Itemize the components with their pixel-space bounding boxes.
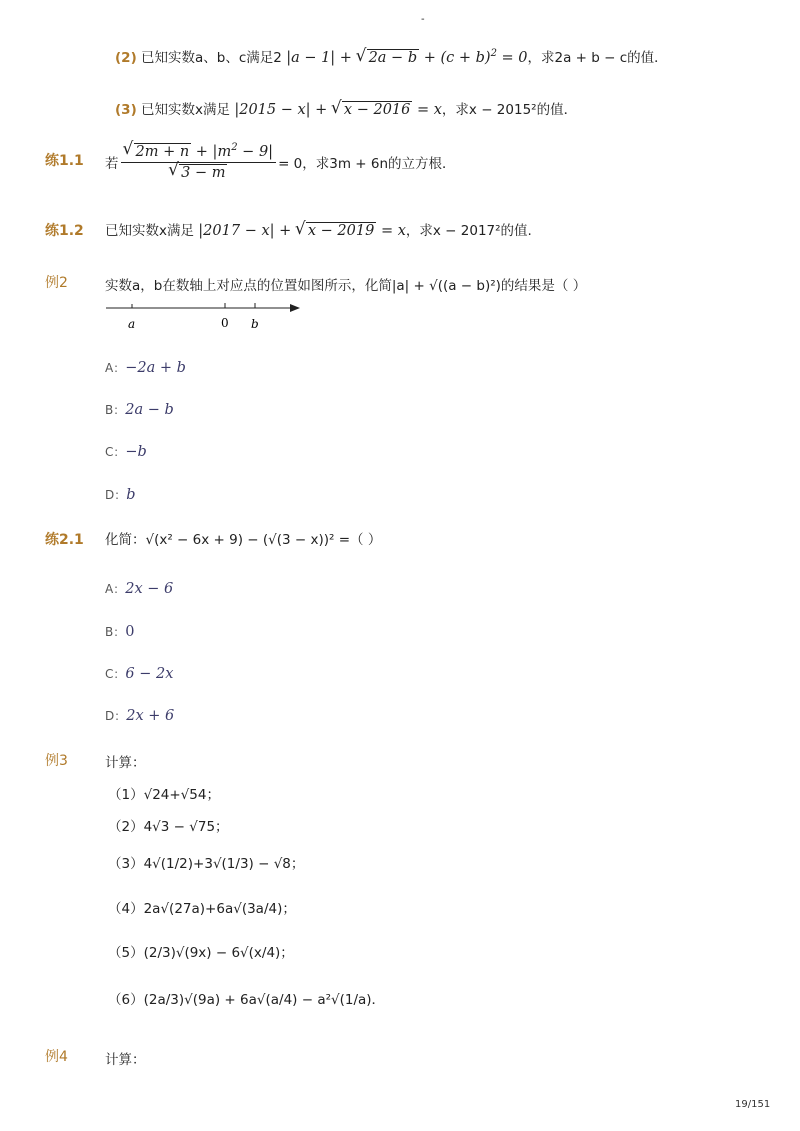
li-4-text: 计算： xyxy=(105,1052,146,1068)
lian-2-1-option-c: C：6 − 2x xyxy=(105,666,174,682)
li-3-item-6: （6）(2a/3)√(9a) + 6a√(a/4) − a²√(1/a)． xyxy=(108,992,386,1008)
li-2-option-b: B：2a − b xyxy=(105,402,174,418)
li-2-option-a: A：−2a + b xyxy=(105,360,186,376)
lian-2-1-label: 练2.1 xyxy=(45,532,84,548)
li-3-item-1: （1）√24+√54； xyxy=(108,787,220,803)
problem-3-lead: 已知实数x满足 xyxy=(141,102,231,118)
problem-2-tail: ，求2a + b − c的值． xyxy=(527,50,668,66)
page-number: 19/151 xyxy=(735,1099,771,1110)
li-3-item-2: （2）4√3 − √75； xyxy=(108,819,229,835)
li-2-option-c: C：−b xyxy=(105,444,147,460)
axis-label-b: b xyxy=(251,317,259,331)
lian-2-1-option-b: B：0 xyxy=(105,624,135,640)
axis-label-a: a xyxy=(128,317,136,331)
li-3-item-4: （4）2a√(27a)+6a√(3a/4)； xyxy=(108,901,296,917)
axis-label-zero: 0 xyxy=(221,316,229,330)
li-2-option-d: D：b xyxy=(105,487,136,503)
lian-1-2-content: 已知实数x满足 |2017 − x| + √ x − 2019 = x，求x − 2017²的值. xyxy=(105,219,532,240)
problem-2-number: (2) xyxy=(115,50,137,66)
lian-1-1-content xyxy=(105,142,456,183)
lian-1-2-tail: ，求x − 2017²的值. xyxy=(405,223,532,239)
lian-1-2-label: 练1.2 xyxy=(45,223,84,239)
li-3-label: 例3 xyxy=(45,753,68,769)
lian-1-1-lead: 若 xyxy=(105,156,119,173)
header-mark: - xyxy=(421,14,425,25)
lian-1-2-lead: 已知实数x满足 xyxy=(105,223,194,239)
lian-2-1-option-a: A：2x − 6 xyxy=(105,581,174,597)
li-2-text: 实数a，b在数轴上对应点的位置如图所示，化简|a| + √((a − b)²)的结果是（ ） xyxy=(105,278,587,294)
problem-3-tail: ，求x − 2015²的值． xyxy=(441,102,578,118)
li-3-item-5: （5）(2/3)√(9x) − 6√(x/4)； xyxy=(108,945,294,961)
li-3-text: 计算： xyxy=(105,755,146,771)
lian-2-1-option-d: D：2x + 6 xyxy=(105,708,175,724)
li-3-item-3: （3）4√(1/2)+3√(1/3) − √8； xyxy=(108,856,305,872)
number-line xyxy=(104,298,304,334)
li-2-label: 例2 xyxy=(45,275,68,291)
li-4-label: 例4 xyxy=(45,1049,68,1065)
lian-1-1-tail: = 0，求3m + 6n的立方根． xyxy=(278,156,456,173)
lian-2-1-text: 化简：√(x² − 6x + 9) − (√(3 − x))² =（ ） xyxy=(105,532,382,548)
lian-1-1-fraction: √ $2m + n + |m^2 - 9|$ √ 3 − m xyxy=(121,142,277,183)
lian-1-1-label: 练1.1 xyxy=(45,153,84,169)
problem-3: (3) 已知实数x满足 |2015 − x| + √ x − 2016 = x，求x − 2015²的值． xyxy=(115,98,577,119)
problem-2-lead: 已知实数a、b、c满足2 xyxy=(141,50,282,66)
problem-2: (2) 已知实数a、b、c满足2 |a − 1| + √ $2a - b + (c + b)^2 = 0$，求2a + b − c的值． xyxy=(115,46,668,67)
problem-3-number: (3) xyxy=(115,102,137,118)
